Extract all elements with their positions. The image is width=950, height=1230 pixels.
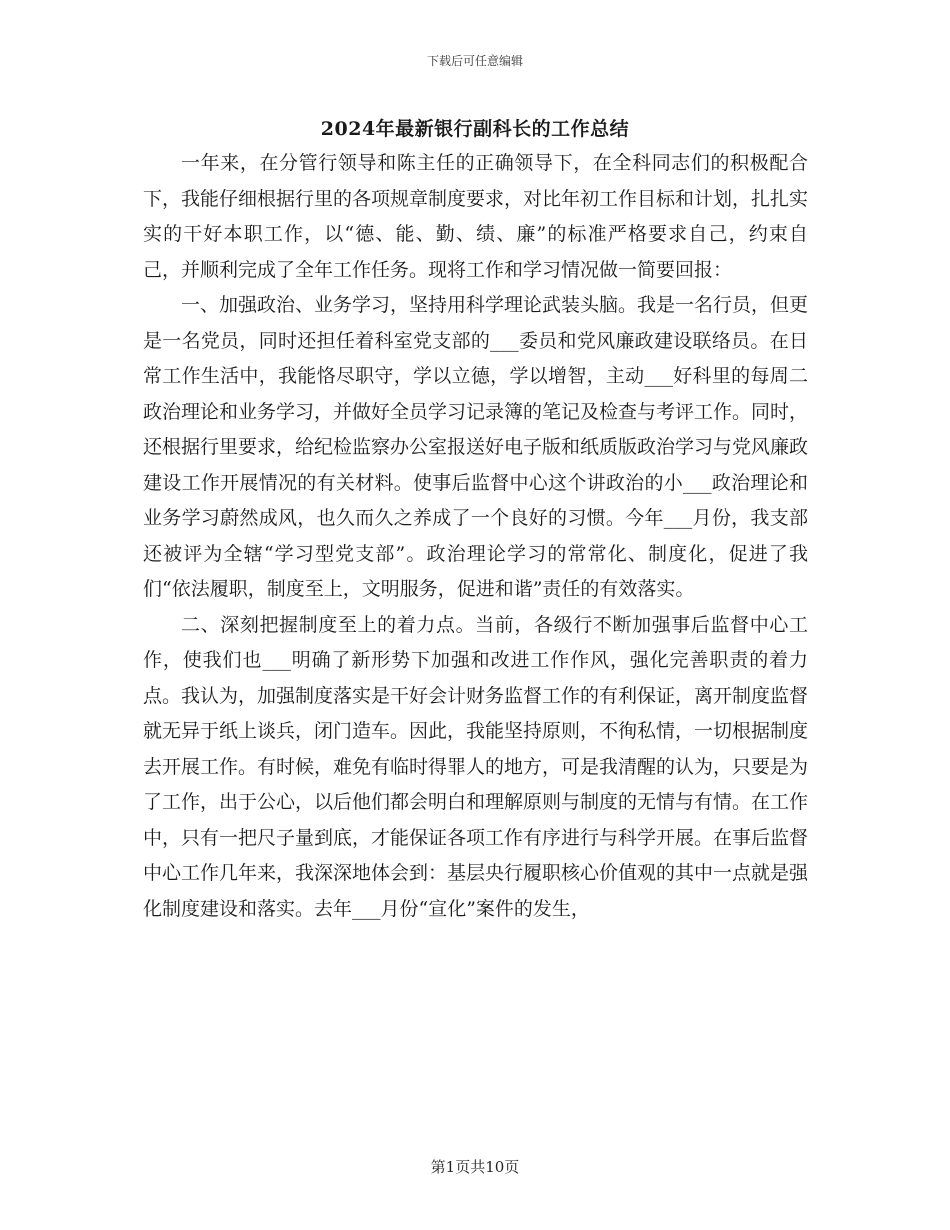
page-header-note: 下载后可任意编辑 — [426, 54, 523, 68]
document-body — [143, 146, 808, 927]
document-title: 2024年最新银行副科长的工作总结 — [320, 118, 630, 140]
paragraph-intro: 一年来，在分管行领导和陈主任的正确领导下，在全科同志们的积极配合下，我能仔细根据行里的各项规章制度要求，对比年初工作目标和计划，扎扎实实的干好本职工作，以“德、能、勤、绩、廉”的标准严格要求自己，约束自己，并顺利完成了全年工作任务。现将工作和学习情况做一简要回报： — [143, 152, 809, 281]
paragraph-section-1: 一、加强政治、业务学习，坚持用科学理论武装头脑。我是一名行员，但更是一名党员，同时还担任着科室党支部的___委员和党风廉政建设联络员。在日常工作生活中，我能恪尽职守，学以立德，学以增智，主动___好科里的每周二政治理论和业务学习，并做好全员学习记录簿的笔记及检查与考评工作。同时，还根据行里要求，给纪检监察办公室报送好电子版和纸质版政治学习与党风廉政建设工作开展情况的有关材料。使事后监督中心这个讲政治的小___政治理论和业务学习蔚然成风，也久而久之养成了一个良好的习惯。今年___月份，我支部还被评为全辖“学习型党支部”。政治理论学习的常常化、制度化，促进了我们“依法履职，制度至上，文明服务，促进和谐”责任的有效落实。 — [143, 294, 809, 600]
page-number-footer: 第1页共10页 — [430, 1158, 520, 1176]
paragraph-section-2: 二、深刻把握制度至上的着力点。当前，各级行不断加强事后监督中心工作，使我们也___明确了新形势下加强和改进工作作风，强化完善职责的着力点。我认为，加强制度落实是干好会计财务监督工作的有利保证，离开制度监督就无异于纸上谈兵，闭门造车。因此，我能坚持原则，不徇私情，一切根据制度去开展工作。有时候，难免有临时得罪人的地方，可是我清醒的认为，只要是为了工作，出于公心，以后他们都会明白和理解原则与制度的无情与有情。在工作中，只有一把尺子量到底，才能保证各项工作有序进行与科学开展。在事后监督中心工作几年来，我深深地体会到：基层央行履职核心价值观的其中一点就是强化制度建设和落实。去年___月份“宣化”案件的发生， — [143, 613, 809, 920]
